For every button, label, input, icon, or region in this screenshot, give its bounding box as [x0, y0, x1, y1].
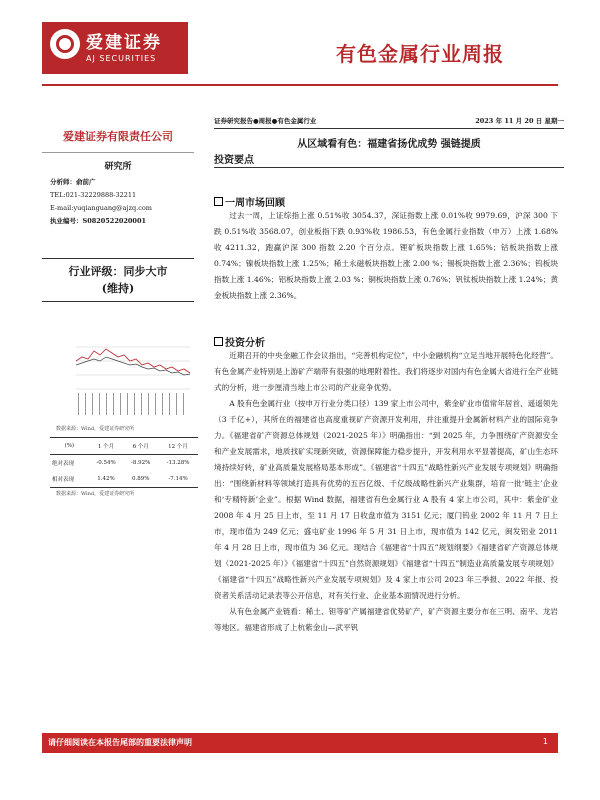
- section-title: 投资分析: [225, 338, 265, 349]
- table-source: 数据来源：Wind，爱建证券研究所: [56, 491, 135, 497]
- report-date: 2023 年 11 月 20 日 星期一: [475, 117, 564, 125]
- table-cell: -7.14%: [168, 476, 188, 482]
- report-meta: [214, 114, 564, 129]
- report-title: 有色金属行业周报: [336, 42, 504, 66]
- table-cell: -13.28%: [166, 460, 190, 466]
- table-header-cell: 6 个月: [132, 444, 149, 450]
- logo-cn: 爱建证券: [86, 33, 162, 53]
- chart-source: 数据来源：Wind，爱建证券研究所: [56, 426, 135, 432]
- main-content: [214, 114, 564, 168]
- paragraph: 近期召开的中央金融工作会议指出，“完善机构定位”，中小金融机构“立足当地开展特色化经营”。有色金属产业特别是上游矿产端带有很强的地理附着性。我们将逐步对国内有色金属大省进行全产业链式的分析，进一步厘清当地上市公司的产业竞争优势。: [214, 351, 558, 392]
- header-divider: [42, 84, 558, 86]
- table-header-cell: (%): [64, 443, 75, 449]
- index-performance-chart: [58, 337, 193, 425]
- section-title: 一周市场回顾: [225, 198, 285, 209]
- market-review-text: [214, 208, 558, 304]
- legal-disclaimer: 请仔细阅读在本报告尾部的重要法律声明: [48, 738, 192, 747]
- paragraph: 从有色金属产业链看：稀土、钽等矿产属福建省优势矿产，矿产资源主要分布在三明、南平、龙岩等地区。福建省形成了上杭紫金山—武平钒: [214, 607, 558, 632]
- logo-en: AJ SECURITIES: [86, 54, 157, 63]
- chart-axis-ticks: [78, 393, 184, 415]
- company-logo: [42, 22, 188, 74]
- investment-analysis-text: [214, 348, 558, 726]
- industry-rating: [42, 258, 194, 302]
- page-footer: [42, 733, 558, 753]
- analyst-tel: TEL:021-32229888-32211: [50, 191, 137, 199]
- table-row: [50, 471, 198, 488]
- page-header: [0, 0, 600, 86]
- table-cell: 1.42%: [97, 476, 115, 482]
- table-header-cell: 1 个月: [97, 444, 115, 450]
- table-header-cell: 12 个月: [168, 444, 188, 450]
- paragraph: 过去一周，上证综指上涨 0.51%收 3054.37，深证指数上涨 0.01%收 9979.69，沪深 300 下跌 0.51%收 3568.07，创业板指下跌 0.93%收 1986.53，有色金属行业指数（申万）上涨 1.68%收 4211.32，跑赢沪深 300 指数 2.20 个百分点。锂矿板块指数上涨 1.65%；钴板块指数上涨 0.74%；镍板块指数上涨 1.25%；稀土永磁板块指数上涨 2.00 %；锡板块指数上涨 2.36%；钨板块指数上涨 1.46%；铝板块指数上涨 2.03 %；铜板块指数上涨 0.76%；钒钛板块指数上涨 1.24%；黄金板块指数上涨 2.36%。: [214, 211, 558, 300]
- research-dept: 研究所: [104, 162, 132, 172]
- company-name: 爱建证券有限责任公司: [42, 116, 194, 153]
- table-row: [50, 455, 198, 472]
- invest-heading: 投资要点: [214, 151, 564, 168]
- analyst-name: 分析师：俞前广: [50, 178, 96, 186]
- table-cell: 0.89%: [131, 476, 150, 482]
- analyst-license: 执业编号：S0820522020001: [50, 217, 146, 225]
- table-header-row: [50, 438, 198, 455]
- checkbox-icon: [214, 337, 223, 346]
- report-category: 证券研究报告●周报●有色金属行业: [214, 117, 317, 125]
- page-number: 1: [542, 737, 548, 746]
- checkbox-icon: [214, 197, 223, 206]
- analyst-email: E-mail:yuqianguang@ajzq.com: [50, 204, 152, 212]
- section-market-review: [214, 194, 285, 209]
- section-investment-analysis: [214, 334, 265, 349]
- table-cell: 绝对表现: [52, 461, 75, 467]
- sidebar: [42, 116, 194, 302]
- paragraph: A 股有色金属行业（按申万行业分类口径）139 家上市公司中，紫金矿业市值常年居首、遥遥领先（3 千亿+），其所在的福建省也高度重视矿产资源开发利用，并注重提升金属新材料产业的国际竞争力。《福建省矿产资源总体规划（2021-2025 年）》明确指出：“到 2025 年，力争围绕矿产资源安全和产业发展需求，地质找矿实现新突破，资源保障能力稳步提升，开发利用水平显著提高，矿山生态环境持续好转，矿业高质量发展格局基本形成”。《福建省“十四五”战略性新兴产业发展专项规划》明确指出：“围绕新材料等领域打造具有优势的五百亿级、千亿级战略性新兴产业集群，培育一批‘链主’企业和‘专精特新’企业”。根据 Wind 数据，福建省有色金属行业 A 股有 4 家上市公司，其中：紫金矿业 2008 年 4 月 25 日上市，至 11 月 17 日收盘市值为 3151 亿元；厦门钨业 2002 年 11 月 7 日上市，现市值为 249 亿元；盛屯矿业 1996 年 5 月 31 日上市，现市值为 142 亿元，闽发铝业 2011 年 4 月 28 日上市，现市值为 36 亿元。现结合《福建省“十四五”规划纲要》《福建省矿产资源总体规划（2021-2025 年）》《福建省“十四五”自然资源规划》《福建省“十四五”制造业高质量发展专项规划》《福建省“十四五”战略性新兴产业发展专项规划》及 4 家上市公司 2023 年三季报、2022 年报、投资者关系活动记录表等公开信息，对有关行业、企业基本面情况进行分析。: [214, 399, 558, 600]
- rating-text: 行业评级：同步大市: [68, 265, 168, 278]
- logo-icon: [50, 29, 80, 59]
- rating-maintain: (维持): [101, 282, 135, 295]
- table-cell: -8.92%: [131, 460, 151, 466]
- table-cell: 相对表现: [52, 477, 75, 483]
- report-subtitle: 从区域看有色：福建省扬优成势 强链提质: [297, 139, 481, 150]
- performance-table: [50, 437, 198, 488]
- table-cell: -0.54%: [96, 460, 116, 466]
